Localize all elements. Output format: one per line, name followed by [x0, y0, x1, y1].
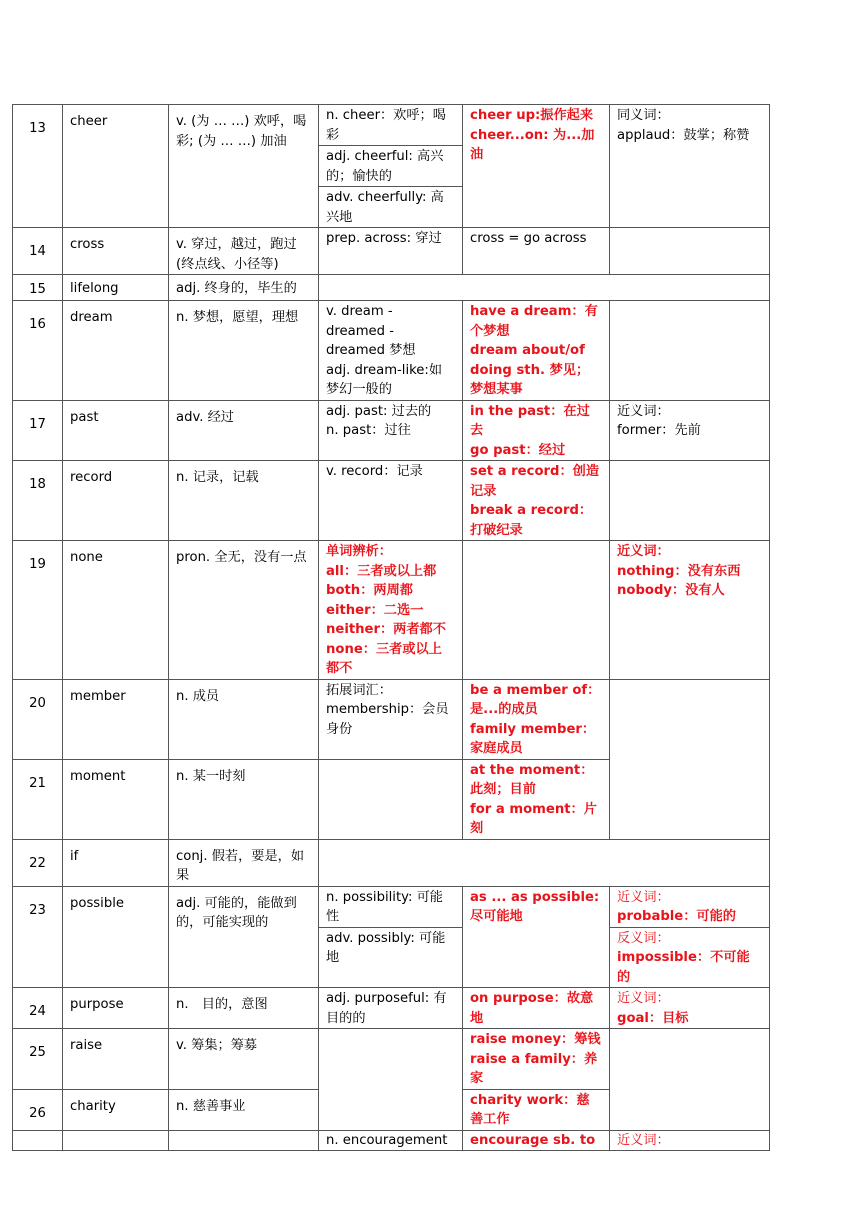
synonyms [610, 679, 770, 839]
meaning: v. (为 … …) 欢呼，喝彩; (为 … …) 加油 [169, 105, 319, 228]
synonyms [610, 301, 770, 401]
meaning: v. 穿过，越过，跑过 (终点线、小径等) [169, 228, 319, 275]
row-number [13, 1130, 63, 1151]
analysis-heading: 单词辨析： [326, 544, 392, 559]
derivative: prep. across: 穿过 [319, 228, 463, 275]
table-row [13, 301, 770, 401]
phrases [463, 541, 610, 680]
synonyms [610, 105, 770, 228]
meaning: n. 慈善事业 [169, 1089, 319, 1130]
row-number: 25 [13, 1029, 63, 1090]
phrase: cheer...on: 为...加油 [470, 127, 595, 162]
derivative: adv. cheerfully: 高兴地 [319, 187, 463, 228]
phrase: dream about/of doing sth. 梦见；梦想某事 [470, 343, 590, 397]
synonym: goal：目标 [617, 1010, 689, 1026]
meaning: adv. 经过 [169, 400, 319, 461]
derivative: adv. possibly: 可能地 [319, 927, 463, 988]
phrase: in the past：在过去 [470, 403, 590, 438]
phrase: set a record：创造记录 [470, 464, 600, 499]
vocabulary-table [12, 104, 770, 1151]
derivative: adj. dream-like:如梦幻一般的 [326, 362, 443, 397]
word: past [63, 400, 169, 461]
synonym: former：先前 [617, 423, 701, 438]
meaning: pron. 全无，没有一点 [169, 541, 319, 680]
row-number: 26 [13, 1089, 63, 1130]
phrase: raise money：筹钱 [470, 1032, 601, 1047]
derivative: n. past：过往 [326, 423, 411, 438]
empty-cell [319, 275, 770, 301]
synonym-heading: 近义词： [617, 544, 670, 559]
table-row [13, 541, 770, 680]
phrases [463, 105, 610, 228]
meaning: n. 梦想，愿望，理想 [169, 301, 319, 401]
meaning: n. 某一时刻 [169, 759, 319, 839]
meaning: adj. 终身的，毕生的 [169, 275, 319, 301]
word: member [63, 679, 169, 759]
row-number: 14 [13, 228, 63, 275]
meaning: n. 目的，意图 [169, 988, 319, 1029]
synonyms [610, 541, 770, 680]
meaning: n. 成员 [169, 679, 319, 759]
table-row [13, 1029, 770, 1090]
word: raise [63, 1029, 169, 1090]
meaning: v. 筹集；筹募 [169, 1029, 319, 1090]
word: lifelong [63, 275, 169, 301]
table-row [13, 1130, 770, 1151]
derivatives [319, 1029, 463, 1131]
synonym-heading: 同义词： [617, 108, 670, 123]
meaning: n. 记录，记载 [169, 461, 319, 541]
word: possible [63, 886, 169, 988]
word: if [63, 839, 169, 886]
synonyms [610, 461, 770, 541]
derivative: n. possibility: 可能性 [319, 886, 463, 927]
derivative: n. encouragement [319, 1130, 463, 1151]
meaning [169, 1130, 319, 1151]
word-analysis [319, 541, 463, 680]
row-number: 19 [13, 541, 63, 680]
empty-cell [319, 839, 770, 886]
phrase: go past：经过 [470, 442, 566, 458]
phrases [463, 679, 610, 759]
synonyms [610, 1130, 770, 1151]
meaning: adj. 可能的，能做到的，可能实现的 [169, 886, 319, 988]
row-number: 23 [13, 886, 63, 988]
table-row [13, 400, 770, 461]
row-number: 17 [13, 400, 63, 461]
phrase: for a moment：片刻 [470, 801, 597, 836]
phrases [463, 301, 610, 401]
table-row [13, 275, 770, 301]
antonyms [610, 927, 770, 988]
synonym-heading: 近义词： [617, 403, 670, 419]
word: dream [63, 301, 169, 401]
analysis-item: none：三者或以上都不 [326, 641, 442, 676]
derivative: adj. cheerful: 高兴的；愉快的 [319, 146, 463, 187]
phrase: family member：家庭成员 [470, 721, 596, 756]
table-row [13, 105, 770, 146]
word: record [63, 461, 169, 541]
derivatives [319, 400, 463, 461]
synonyms [610, 228, 770, 275]
derivative: v. record：记录 [319, 461, 463, 541]
phrases [463, 1089, 610, 1130]
row-number: 13 [13, 105, 63, 228]
row-number: 18 [13, 461, 63, 541]
row-number: 21 [13, 759, 63, 839]
extension-heading: 拓展词汇： [326, 682, 392, 698]
antonym-heading: 反义词： [617, 930, 670, 946]
phrases [463, 988, 610, 1029]
synonym: nobody：没有人 [617, 583, 725, 598]
phrase: cross = go across [463, 228, 610, 275]
meaning: conj. 假若，要是，如果 [169, 839, 319, 886]
derivative: membership：会员身份 [326, 702, 449, 737]
derivatives [319, 679, 463, 759]
table-row [13, 839, 770, 886]
derivative: v. dream - dreamed - dreamed 梦想 [326, 304, 416, 358]
table-row [13, 461, 770, 541]
row-number: 15 [13, 275, 63, 301]
phrases [463, 1029, 610, 1090]
table-row [13, 886, 770, 927]
synonyms [610, 988, 770, 1029]
row-number: 22 [13, 839, 63, 886]
word: purpose [63, 988, 169, 1029]
phrase: charity work：慈善工作 [470, 1092, 590, 1127]
analysis-item: all：三者或以上都 [326, 563, 437, 579]
analysis-item: either：二选一 [326, 602, 424, 618]
phrase: break a record：打破纪录 [470, 503, 593, 538]
synonyms [610, 1029, 770, 1131]
derivative: adj. purposeful: 有目的的 [319, 988, 463, 1029]
table-row [13, 988, 770, 1029]
synonym: probable：可能的 [617, 909, 736, 924]
phrases [463, 400, 610, 461]
phrases [463, 759, 610, 839]
synonym-heading: 近义词： [617, 889, 670, 905]
phrases [463, 1130, 610, 1151]
word [63, 1130, 169, 1151]
phrase: at the moment：此刻；目前 [470, 762, 594, 797]
table-row [13, 679, 770, 759]
row-number: 20 [13, 679, 63, 759]
word: none [63, 541, 169, 680]
derivatives [319, 301, 463, 401]
phrase: encourage sb. to [470, 1132, 596, 1148]
row-number: 24 [13, 988, 63, 1029]
phrase: cheer up:振作起来 [470, 108, 594, 123]
synonym-heading: 近义词： [617, 991, 670, 1006]
table-row [13, 228, 770, 275]
derivative: adj. past: 过去的 [326, 403, 432, 419]
antonym: impossible：不可能的 [617, 950, 750, 985]
word: cheer [63, 105, 169, 228]
analysis-item: both：两周都 [326, 583, 413, 598]
word: moment [63, 759, 169, 839]
analysis-item: neither：两者都不 [326, 622, 446, 637]
phrase: have a dream：有个梦想 [470, 304, 598, 339]
phrases [463, 886, 610, 988]
derivative: n. cheer：欢呼；喝彩 [319, 105, 463, 146]
word: cross [63, 228, 169, 275]
phrases [463, 461, 610, 541]
synonyms [610, 400, 770, 461]
synonym: nothing：没有东西 [617, 563, 741, 579]
phrase: on purpose：故意地 [470, 991, 594, 1026]
synonym: applaud：鼓掌；称赞 [617, 127, 750, 143]
derivatives [319, 759, 463, 839]
phrase: raise a family：养家 [470, 1051, 598, 1086]
word: charity [63, 1089, 169, 1130]
synonyms [610, 886, 770, 927]
phrase: as ... as possible: 尽可能地 [470, 889, 600, 924]
row-number: 16 [13, 301, 63, 401]
synonym-heading: 近义词： [617, 1132, 670, 1148]
phrase: be a member of：是...的成员 [470, 682, 601, 717]
